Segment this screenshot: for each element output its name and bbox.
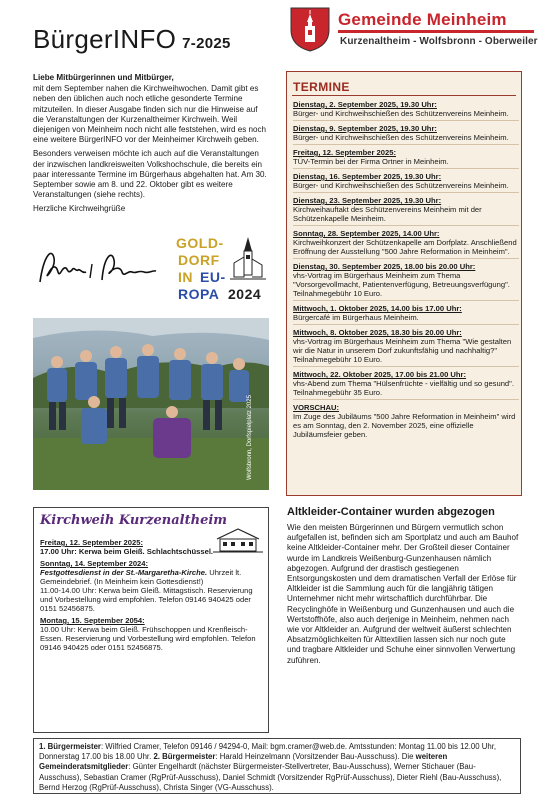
termine-item-date: Sonntag, 28. September 2025, 14.00 Uhr: bbox=[293, 229, 440, 238]
termine-item-text: vhs-Vortrag im Bürgerhaus Meinheim zum Thema "Wie gestalten wir die Natur in unserem Dorf zukunftsfähig und nachhaltig?" Teilnahmegebühr 10 Euro. bbox=[293, 337, 512, 364]
termine-item-date: Dienstag, 2. September 2025, 19.30 Uhr: bbox=[293, 100, 437, 109]
church-tower-icon bbox=[230, 237, 266, 283]
greeting-paragraph-2: Besonders verweisen möchte ich auch auf die Veranstaltungen der inzwischen landkreisweiten Volkshochschule, die bereits ein paar interessante Termine im Bürgerhaus abgehalten hat. Am 30. September sowie am 8. und 22. Oktober gibt es weitere Veranstaltungen (siehe rechts). bbox=[33, 149, 267, 200]
termine-item-date: Mittwoch, 8. Oktober 2025, 18.30 bis 20.00 Uhr: bbox=[293, 328, 462, 337]
termine-item-text: Bürger- und Kirchweihschießen des Schützenvereins Meinheim. bbox=[293, 109, 509, 118]
termine-item bbox=[293, 262, 519, 301]
header-divider bbox=[338, 30, 534, 33]
kirchweih-day-3: Montag, 15. September 2054: bbox=[40, 616, 145, 625]
salutation: Liebe Mitbürgerinnen und Mitbürger, bbox=[33, 73, 174, 82]
termine-item-text: Kirchweihauftakt des Schützenvereins Meinheim mit der Schützenkapelle Meinheim. bbox=[293, 205, 482, 223]
termine-item bbox=[293, 100, 519, 121]
municipality-name: Gemeinde Meinheim bbox=[338, 10, 507, 29]
greeting-paragraph-1: mit dem September nahen die Kirchweihwochen. Damit gibt es neben den üblichen auch noch etliche gesonderte Termine mitzuteilen. In dieser Ausgabe finden sich nur die Hinweise auf die Veranstaltungen der Kurzenaltheimer Kirchweih. Weil diejenigen von Meinheim noch nicht alle feststehen, wird es noch eine weitere BürgerINFO vor der Meinheimer Kirchweih geben. bbox=[33, 84, 267, 145]
termine-item-date: Dienstag, 30. September 2025, 18.00 bis 20.00 Uhr: bbox=[293, 262, 476, 271]
kirchweih-day-3-text: 10.00 Uhr: Kerwa beim Gleiß. Frühschoppen und Krenfleisch-Essen. Reservierung und Vorbestellung wird empfohlen. Telefon 09146 940425 oder 0151 52456875. bbox=[40, 625, 256, 652]
kirchweih-day-2-text-2: 11.00-14.00 Uhr: Kerwa beim Gleiß. Mittagstisch. Reservierung und Vorbestellung wird empfohlen. Telefon 09146 940425 oder 0151 52456875. bbox=[40, 586, 253, 613]
termine-item-text: Bürger- und Kirchweihschießen des Schützenvereins Meinheim. bbox=[293, 181, 509, 190]
team-photo bbox=[33, 318, 269, 490]
team-photo-image bbox=[33, 318, 269, 490]
termine-item-text: Bürger- und Kirchweihschießen des Schützenvereins Meinheim. bbox=[293, 133, 509, 142]
termine-item-text: Bürgercafé im Bürgerhaus Meinheim. bbox=[293, 313, 419, 322]
termine-item bbox=[293, 124, 519, 145]
termine-heading: TERMINE bbox=[293, 80, 350, 94]
signature-image bbox=[34, 244, 160, 288]
golddorf-badge: GOLD- DORF IN EU- ROPA 2024 bbox=[172, 235, 268, 303]
council-footer: 1. Bürgermeister: Wilfried Cramer, Telefon 09146 / 94294-0, Mail: bgm.cramer@web.de. Amtsstunden: Montag 11.00 bis 12.00 Uhr, Donnerstag 17.00 bis 18.00 Uhr. 2. Bürgermeister: Harald Heinzelmann (Vorsitzender Bau-Ausschuss). Die weiteren Gemeinderatsmitglieder: Günter Engelhardt (nächster Bürgermeister-Stellvertreter, Bau-Ausschuss), Werner Stichauer (Bau-Ausschuss), Sebastian Cramer (RgPrüf-Ausschuss), Daniel Schmidt (Vorsitzender RgPrüf-Ausschuss), Dieter Riehl (Bau-Ausschuss), Bernd Herzog (RgPrüf-Ausschuss), Christa Singer (VG-Ausschuss). bbox=[33, 738, 521, 794]
termine-item-date: Mittwoch, 1. Oktober 2025, 14.00 bis 17.00 Uhr: bbox=[293, 304, 462, 313]
termine-item-text: Im Zuge des Jubiläums "500 Jahre Reformation in Meinheim" wird es am Sonntag, den 2. November 2025, eine offizielle Jubiläumsfeier geben. bbox=[293, 412, 516, 439]
kirchweih-day-1: Freitag, 12. September 2025: bbox=[40, 538, 143, 547]
termine-item-date: Freitag, 12. September 2025: bbox=[293, 148, 396, 157]
kirchweih-title: Kirchweih Kurzenaltheim bbox=[40, 513, 228, 528]
termine-list bbox=[293, 100, 519, 444]
termine-item bbox=[293, 403, 519, 441]
termine-item bbox=[293, 304, 519, 325]
municipality-villages: Kurzenaltheim - Wolfsbronn - Oberweiler bbox=[340, 36, 538, 47]
page-title: BürgerINFO 7-2025 bbox=[33, 24, 231, 54]
termine-item-text: vhs-Abend zum Thema "Hülsenfrüchte - vielfältig und so gesund". Teilnahmegebühr 35 Euro. bbox=[293, 379, 514, 397]
altkleider-heading: Altkleider-Container wurden abgezogen bbox=[287, 506, 495, 518]
kirchweih-day-2: Sonntag, 14. September 2024: bbox=[40, 559, 149, 568]
termine-item bbox=[293, 172, 519, 193]
termine-item bbox=[293, 196, 519, 226]
photo-credit: Wolfsbronn, Dorfspielplatz 2025 bbox=[247, 395, 253, 480]
termine-divider bbox=[292, 95, 516, 96]
termine-item-date: Dienstag, 9. September 2025, 19.30 Uhr: bbox=[293, 124, 437, 133]
greeting-letter bbox=[33, 73, 269, 219]
termine-item bbox=[293, 229, 519, 259]
altkleider-body: Wie den meisten Bürgerinnen und Bürgern vermutlich schon aufgefallen ist, befinden sich am Sportplatz und auch am Bauhof keine Altkleider-Container mehr. Der Großteil dieser Container wurde im Landkreis Weißenburg-Gunzenhausen nämlich abgezogen. Aufgrund der drastisch gestiegenen Entsorgungskosten und dem dramatischen Verfall der Erlöse für Altkleider ist die Sammlung auch für die langjährig tätigen Unternehmer nicht mehr wirtschaftlich durchführbar. Die Recyclinghöfe in Weißenburg und Gunzenhausen und auch die Wertstoffhöfe, also auch derjenige in Meinheim, nehmen nach wie vor Altkleider an. Aufgrund der weltweit äußerst schlechten Absatzmöglichkeiten für Alttextilien lassen sich nur noch gute und tragbare Altkleider und Schuhe einer sinnvollen Verwertung zuführen. bbox=[287, 523, 519, 665]
municipality-crest-icon bbox=[289, 6, 331, 52]
termine-item bbox=[293, 370, 519, 400]
kirchweih-day-1-text: 17.00 Uhr: Kerwa beim Gleiß. Schlachtschüssel. bbox=[40, 547, 214, 556]
termine-item bbox=[293, 328, 519, 367]
termine-item bbox=[293, 148, 519, 169]
kirchweih-day-2-text: Festgottesdienst in der St.-Margaretha-Kirche. Uhrzeit lt. Gemeindebrief. (In Meinheim kein Gottesdienst!) bbox=[40, 568, 242, 586]
greeting-closing: Herzliche Kirchweihgrüße bbox=[33, 204, 126, 214]
termine-item-date: VORSCHAU: bbox=[293, 403, 339, 412]
termine-item-date: Mittwoch, 22. Oktober 2025, 17.00 bis 21.00 Uhr: bbox=[293, 370, 467, 379]
termine-item-text: Kirchweihkonzert der Schützenkapelle am Dorfplatz. Anschließend Eröffnung der Ausstellung "500 Jahre Reformation in Meinheim". bbox=[293, 238, 517, 256]
termine-item-text: TÜV-Termin bei der Firma Ortner in Meinheim. bbox=[293, 157, 449, 166]
issue-number: 7-2025 bbox=[182, 35, 231, 52]
termine-item-date: Dienstag, 23. September 2025, 19.30 Uhr: bbox=[293, 196, 442, 205]
kirchweih-schedule bbox=[40, 535, 264, 652]
termine-item-date: Dienstag, 16. September 2025, 19.30 Uhr: bbox=[293, 172, 442, 181]
termine-item-text: vhs-Vortrag im Bürgerhaus Meinheim zum Thema "Vorsorgevollmacht, Patientenverfügung, Betreuungsverfügung". Teilnahmegebühr 10 Euro. bbox=[293, 271, 510, 298]
